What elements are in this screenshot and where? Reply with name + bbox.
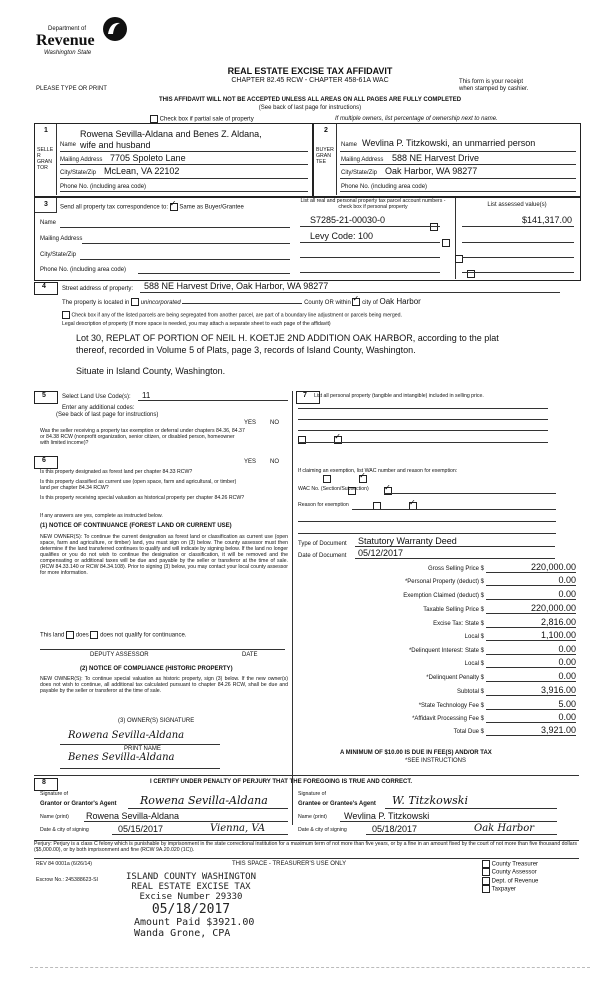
legal-description-3: Situate in Island County, Washington. bbox=[76, 366, 226, 376]
section-2-number: 2 bbox=[324, 127, 328, 134]
print-name-label: PRINT NAME bbox=[124, 746, 161, 752]
stamp-excise-number: Excise Number 29330 bbox=[139, 892, 243, 902]
historic-question: Is this property receiving special valuation as historical property per chapter 84.26 RCW? bbox=[40, 495, 245, 501]
parcel-number-2: Levy Code: 100 bbox=[310, 231, 374, 241]
legal-description-2: thereof, recorded in Volume 5 of Plats, page 3, records of Island County, Washington. bbox=[76, 345, 416, 355]
seller-phone-label: Phone No. (including area code) bbox=[60, 184, 147, 190]
city-of-value: Oak Harbor bbox=[379, 297, 421, 306]
grantee-date: 05/18/2017 bbox=[372, 824, 418, 834]
additional-codes-label: Enter any additional codes: bbox=[62, 405, 135, 411]
doc-date-label: Date of Document bbox=[298, 553, 347, 559]
section-5-number-box bbox=[34, 391, 58, 404]
seller-name-label: Name bbox=[60, 142, 77, 148]
minimum-due-note: A MINIMUM OF $10.00 IS DUE IN FEE(S) AND/OR TAX bbox=[340, 750, 492, 756]
buyer-address-label: Mailing Address bbox=[341, 157, 384, 163]
seller-address: 7705 Spoleto Lane bbox=[110, 153, 186, 163]
stamp-tax-title: REAL ESTATE EXCISE TAX bbox=[131, 882, 251, 892]
tax-row-label: Taxable Selling Price $ bbox=[423, 607, 484, 613]
grantee-name-print: Wevlina P. Titzkowski bbox=[344, 811, 430, 821]
grantee-signature: W. Titzkowski bbox=[392, 794, 468, 807]
historic-title: (2) NOTICE OF COMPLIANCE (HISTORIC PROPERTY) bbox=[80, 666, 233, 672]
legal-description-1: Lot 30, REPLAT OF PORTION OF NEIL H. KOETJE 2ND ADDITION OAK HARBOR, according to the plat bbox=[76, 333, 499, 343]
certify-statement: I CERTIFY UNDER PENALTY OF PERJURY THAT THE FOREGOING IS TRUE AND CORRECT. bbox=[150, 779, 413, 785]
treasurer-stamp bbox=[116, 872, 266, 939]
form-subtitle: CHAPTER 82.45 RCW - CHAPTER 458-61A WAC bbox=[231, 77, 389, 84]
deputy-assessor-label: DEPUTY ASSESSOR bbox=[90, 652, 149, 658]
completion-warning: THIS AFFIDAVIT WILL NOT BE ACCEPTED UNLESS ALL AREAS ON ALL PAGES ARE FULLY COMPLETED bbox=[158, 97, 462, 103]
tax-row-label: *Delinquent Penalty $ bbox=[426, 675, 484, 681]
tax-row-label: *Affidavit Processing Fee $ bbox=[412, 716, 484, 722]
tax-row-label: Local $ bbox=[464, 634, 484, 640]
tax-row-label: Exemption Claimed (deduct) $ bbox=[403, 593, 484, 599]
buyer-city-label: City/State/Zip bbox=[341, 170, 378, 176]
assessor-date-label: DATE bbox=[242, 652, 258, 658]
exemption-wac-label: If claiming an exemption, list WAC number and reason for exemption: bbox=[298, 468, 458, 474]
rev-form-number: REV 84 0001a (6/26/14) bbox=[36, 861, 92, 867]
stamp-county: ISLAND COUNTY WASHINGTON bbox=[125, 872, 257, 882]
personal-property-label: List all personal property (tangible and intangible) included in selling price. bbox=[314, 393, 484, 399]
receipt-note-2: when stamped by cashier. bbox=[459, 86, 529, 92]
form-title: REAL ESTATE EXCISE TAX AFFIDAVIT bbox=[227, 66, 393, 76]
grantor-agent-label: Grantor or Grantor's Agent bbox=[40, 801, 117, 807]
owner-signature-1: Rowena Sevilla-Aldana bbox=[68, 730, 185, 741]
grantor-sig-of: Signature of bbox=[40, 791, 68, 797]
type-or-print: PLEASE TYPE OR PRINT bbox=[36, 86, 107, 92]
section-6-number: 6 bbox=[42, 457, 46, 464]
see-instructions-note: *SEE INSTRUCTIONS bbox=[405, 758, 467, 764]
forest-land-question: Is this property designated as forest land per chapter 84.33 RCW? bbox=[40, 469, 193, 475]
buyer-name: Wevlina P. Titzkowski, an unmarried person bbox=[362, 138, 536, 148]
same-as-buyer-label: Same as Buyer/Grantee bbox=[179, 204, 244, 211]
grantor-name-print: Rowena Sevilla-Aldana bbox=[86, 811, 180, 821]
seller-city-label: City/State/Zip bbox=[60, 170, 97, 176]
doc-type-label: Type of Document bbox=[298, 541, 347, 547]
section-5-number: 5 bbox=[42, 392, 46, 399]
dept-revenue-checkbox[interactable] bbox=[482, 877, 490, 885]
grantee-date-city-label: Date & city of signing bbox=[298, 827, 347, 833]
historic-text: NEW OWNER(S): To continue special valuation as historic property, sign (3) below. If the new owner(s) does not wish to continue, all additional tax calculated pursuant to chapter 84.26 RCW, shall be due and payable by the seller or transferor at the time of sale. bbox=[40, 676, 288, 694]
tax-row-value: 220,000.00 bbox=[530, 562, 576, 572]
dept-line1: Department of bbox=[48, 26, 87, 32]
does-not-qualify-checkbox[interactable] bbox=[90, 631, 98, 639]
revenue-logo-icon bbox=[102, 16, 128, 42]
section-3-number: 3 bbox=[44, 201, 48, 208]
stamp-cashier: Wanda Grone, CPA bbox=[134, 928, 231, 939]
distribution-list bbox=[482, 860, 538, 894]
continuance-text: NEW OWNER(S): To continue the current designation as forest land or classification as current use (open space, farm and agriculture, or timber) land, you must sign on (3) below. The county assessor must then determine if the land transferred continues to qualify and will indicate by signing below. If the land no longer qualifies or you do not wish to continue the designation or classification, it will be removed and the compensating or additional taxes will be due and payable by the seller or transferor at the time of sale. (RCW 84.33.140 or RCW 84.34.108). Prior to signing (3) below, you may contact your local county assessor for more information. bbox=[40, 534, 288, 576]
located-in-row: The property is located in unincorporated County OR within ✓ city of Oak Harbor bbox=[62, 297, 421, 307]
tax-row-label: Local $ bbox=[464, 661, 484, 667]
sec5-yes-header: YES bbox=[244, 420, 257, 426]
dept-name: Revenue bbox=[36, 32, 95, 49]
instructions-note: (See back of last page for instructions) bbox=[258, 105, 362, 111]
partial-sale-label: Check box if partial sale of property bbox=[159, 116, 254, 123]
grantee-sig-of: Signature of bbox=[298, 791, 326, 797]
distribution-item: County Treasurer bbox=[482, 860, 538, 868]
section-4-number: 4 bbox=[42, 283, 46, 290]
distribution-item: Dept. of Revenue bbox=[482, 877, 538, 885]
section-1-number: 1 bbox=[44, 127, 48, 134]
sec6-no-header: NO bbox=[270, 459, 279, 465]
street-address-label: Street address of property: bbox=[62, 286, 134, 292]
grantor-date: 05/15/2017 bbox=[118, 824, 164, 834]
tax-row-label: Subtotal $ bbox=[456, 689, 484, 695]
grantor-date-city-label: Date & city of signing bbox=[40, 827, 89, 833]
section-8-number-box bbox=[34, 778, 58, 791]
tax-row-value: 0.00 bbox=[558, 712, 576, 722]
tax-row-value: 1,100.00 bbox=[540, 630, 576, 640]
tax-row-value: 2,816.00 bbox=[540, 617, 576, 627]
distribution-item: Taxpayer bbox=[482, 885, 538, 893]
tax-row-value: 220,000.00 bbox=[530, 603, 576, 613]
seller-address-label: Mailing Address bbox=[60, 157, 103, 163]
if-yes-note: If any answers are yes, complete as instructed below. bbox=[40, 513, 163, 519]
receipt-note-1: This form is your receipt bbox=[459, 79, 524, 85]
grantee-agent-label: Grantee or Grantee's Agent bbox=[298, 801, 376, 807]
tax-row-label: *Personal Property (deduct) $ bbox=[404, 579, 484, 585]
tax-row-value: 0.00 bbox=[558, 657, 576, 667]
assessed-header: List assessed value(s) bbox=[487, 202, 547, 208]
same-as-buyer-checkbox[interactable] bbox=[170, 203, 178, 211]
current-use-question: Is this property classified as current use (open space, farm and agricultural, or timber) land per chapter 84.34 RCW? bbox=[40, 479, 237, 491]
see-back-note: (See back of last page for instructions) bbox=[56, 412, 159, 418]
section-6-number-box bbox=[34, 456, 58, 469]
parcel-list-header: List all real and personal property tax parcel account numbers - check box if personal property bbox=[300, 198, 446, 210]
grantee-city: Oak Harbor bbox=[474, 823, 535, 834]
buyer-phone-label: Phone No. (including area code) bbox=[341, 184, 428, 190]
stamp-amount-paid: Amount Paid $3921.00 bbox=[134, 917, 255, 928]
street-address: 588 NE Harvest Drive, Oak Harbor, WA 98277 bbox=[144, 281, 329, 291]
forest-yes-checkbox[interactable] bbox=[323, 475, 331, 483]
doc-type: Statutory Warranty Deed bbox=[358, 536, 457, 546]
tax-row-value: 3,916.00 bbox=[540, 685, 576, 695]
tax-row-value: 0.00 bbox=[558, 575, 576, 585]
partial-sale-checkbox[interactable] bbox=[150, 115, 158, 123]
grantee-name-print-label: Name (print) bbox=[298, 814, 327, 820]
segregated-checkbox[interactable] bbox=[62, 311, 70, 319]
section-4-number-box bbox=[34, 282, 58, 295]
grantor-name-print-label: Name (print) bbox=[40, 814, 69, 820]
tax-row-label: *State Technology Fee $ bbox=[418, 703, 484, 709]
seller-name-1: Rowena Sevilla-Aldana and Benes Z. Aldana, bbox=[80, 129, 262, 139]
unincorporated-checkbox[interactable] bbox=[131, 298, 139, 306]
parcel-2-personal-checkbox[interactable] bbox=[442, 239, 450, 247]
buyer-address: 588 NE Harvest Drive bbox=[392, 153, 480, 163]
section3-name-label: Name bbox=[40, 220, 57, 226]
tax-row-label: Excise Tax: State $ bbox=[433, 621, 484, 627]
seller-side-label: SELLER GRANTOR bbox=[37, 147, 54, 171]
grantor-signature: Rowena Sevilla-Aldana bbox=[140, 794, 268, 807]
owner-signature-title: (3) OWNER(S) SIGNATURE bbox=[118, 718, 195, 724]
seller-city: McLean, VA 22102 bbox=[104, 166, 180, 176]
reason-label: Reason for exemption bbox=[298, 502, 349, 508]
within-city-checkbox[interactable] bbox=[352, 298, 360, 306]
land-use-code: 11 bbox=[142, 391, 151, 400]
tax-row-label: Gross Selling Price $ bbox=[427, 566, 484, 572]
doc-date: 05/12/2017 bbox=[358, 548, 404, 558]
buyer-name-label: Name bbox=[341, 142, 358, 148]
sec6-yes-header: YES bbox=[244, 459, 257, 465]
owner-signature-2: Benes Sevilla-Aldana bbox=[68, 752, 175, 763]
qualify-row: This land does does not qualify for continuance. bbox=[40, 632, 187, 639]
treasurer-use-label: THIS SPACE - TREASURER'S USE ONLY bbox=[232, 861, 347, 867]
dept-state: Washington State bbox=[44, 50, 92, 56]
assessed-value-1: $141,317.00 bbox=[521, 215, 572, 225]
does-qualify-checkbox[interactable] bbox=[66, 631, 74, 639]
parcel-number-1: S7285-21-00030-0 bbox=[310, 215, 386, 225]
wac-number-label: WAC No. (Section/Subsection) bbox=[298, 486, 369, 492]
section3-address-label: Mailing Address bbox=[40, 236, 83, 242]
legal-description-label: Legal description of property (if more space is needed, you may attach a separate sheet to each page of the affidavit) bbox=[62, 321, 331, 327]
land-use-label: Select Land Use Code(s): bbox=[62, 394, 131, 400]
county-assessor-checkbox[interactable] bbox=[482, 868, 490, 876]
tax-row-value: 0.00 bbox=[558, 589, 576, 599]
section-8-number: 8 bbox=[42, 779, 46, 786]
continuance-title: (1) NOTICE OF CONTINUANCE (FOREST LAND OR CURRENT USE) bbox=[40, 523, 232, 529]
grantor-city: Vienna, VA bbox=[210, 823, 266, 834]
forest-no-checkbox[interactable] bbox=[359, 475, 367, 483]
stamp-date: 05/18/2017 bbox=[151, 902, 231, 917]
tax-row-label: *Delinquent Interest: State $ bbox=[408, 648, 484, 654]
multiple-owners-note: If multiple owners, list percentage of ownership next to name. bbox=[335, 116, 498, 122]
seller-name-2: wife and husband bbox=[80, 140, 151, 150]
tax-row-value: 3,921.00 bbox=[540, 725, 576, 735]
taxpayer-checkbox[interactable] bbox=[482, 885, 490, 893]
section3-phone-label: Phone No. (including area code) bbox=[40, 267, 127, 273]
tax-row-label: Total Due $ bbox=[453, 729, 484, 735]
exemption-question: Was the seller receiving a property tax exemption or deferral under chapters 84.36, 84.37 or 84.38 RCW (nonprofit organization, senior citizen, or disabled person, homeowner with limited income)? bbox=[40, 428, 245, 446]
county-treasurer-checkbox[interactable] bbox=[482, 860, 490, 868]
tax-row-value: 5.00 bbox=[558, 699, 576, 709]
parcel-3-personal-checkbox[interactable] bbox=[455, 255, 463, 263]
tax-row-value: 0.00 bbox=[558, 644, 576, 654]
sec5-no-header: NO bbox=[270, 420, 279, 426]
send-correspondence-label: Send all property tax correspondence to: ✓ Same as Buyer/Grantee bbox=[60, 203, 244, 211]
parcel-4-personal-checkbox[interactable] bbox=[467, 270, 475, 278]
buyer-side-label: BUYER GRANTEE bbox=[316, 147, 334, 165]
revenue-logo bbox=[30, 16, 130, 64]
tax-row-value: 0.00 bbox=[558, 671, 576, 681]
perjury-notice: Perjury: Perjury is a class C felony which is punishable by imprisonment in the state correctional institution for a maximum term of not more than five years, or by a fine in an amount fixed by the court of not more than five thousand dollars ($5,000.00), or by both imprisonment and fine (RCW 9A.20.020 (1C)). bbox=[34, 841, 577, 853]
distribution-item: County Assessor bbox=[482, 868, 538, 876]
escrow-number: Escrow No.: 245388623-SI bbox=[36, 877, 98, 883]
section-7-number: 7 bbox=[303, 392, 307, 399]
segregated-row: Check box if any of the listed parcels are being segregated from another parcel, are part of a boundary line adjustment or parcels being merged. bbox=[62, 311, 402, 319]
section3-city-label: City/State/Zip bbox=[40, 252, 77, 258]
buyer-city: Oak Harbor, WA 98277 bbox=[385, 166, 478, 176]
